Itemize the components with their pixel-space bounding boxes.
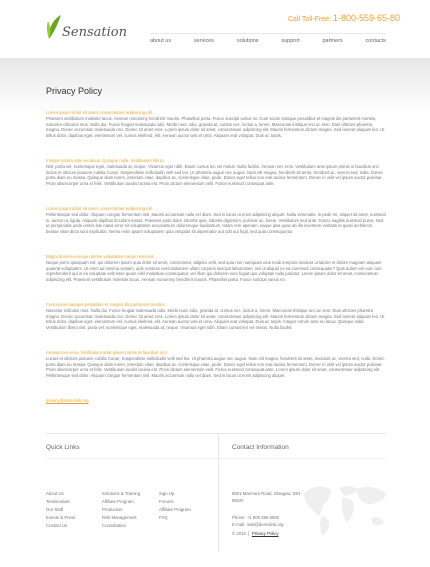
world-map-icon bbox=[300, 480, 390, 538]
tollfree-number: 1-800-559-65-80 bbox=[333, 13, 401, 23]
section-text: Nisl, porta vel, scelerisque eget, malesuada at, neque. Vivamus eget nibh. Etiam cursus leo vel metus. Nulla facilisi. Aenean nec eros. Vestibulum ante ipsum primis in faucibus orci luctus et ultrices posuere cubilia Curae; Suspendisse sollicitudin velit sed leo. Ut pharetra augue nec augue. Nam elit magna, hendrerit sit amet, tincidunt ac, viverra sed, nulla. Donec porta diam eu massa. Quisque diam lorem, interdum vitae, dapibus ac, scelerisque vitae, pede. Donec eget tellus non erat lacinia fermentum. Donec in velit vel ipsum auctor pulvinar. Proin ullamcorper urna et felis. Vestibulum iaculis lacinia est. Proin dictum elementum velit. Fusce euismod consequat ante. bbox=[46, 164, 384, 186]
section-text: Praesent vestibulum molestie lacus. Aenean nonummy hendrerit mauris. Phasellus porta. Fusce suscipit varius mi. Cum sociis natoque penatibus et magnis dis parturient montes, nascetur ridiculus mus. Nulla dui. Fusce feugiat malesuada odio. Morbi nunc odio, gravida at, cursus nec, luctus a, lorem. Maecenas tristique orci ac sem. Duis ultricies pharetra magna. Donec accumsan malesuada orci. Donec sit amet eros. Lorem ipsum dolor sit amet, consectetuer adipiscing elit. Mauris fermentum dictum magna. Sed laoreet aliquam leo. Ut tellus dolor, dapibus eget, elementum vel, cursus eleifend, elit. Aenean auctor wisi et urna. Aliquam erat volutpat. Duis ac turpis. bbox=[46, 116, 385, 138]
policy-section bbox=[46, 206, 386, 245]
footer-column-divider bbox=[218, 434, 219, 552]
nav-support[interactable]: support bbox=[281, 38, 300, 44]
copyright-text: © 2012 bbox=[232, 531, 246, 536]
policy-section bbox=[46, 302, 386, 341]
contact-info-heading: Contact Information bbox=[232, 444, 289, 451]
footer-link[interactable]: Sign Up bbox=[159, 491, 175, 496]
tollfree-label: Call Toll-Free: bbox=[288, 16, 332, 23]
privacy-policy-link[interactable]: Privacy Policy bbox=[251, 531, 279, 536]
footer-link[interactable]: FAQ bbox=[159, 515, 168, 521]
footer-link[interactable]: Testimonials bbox=[46, 499, 70, 505]
footer-link[interactable]: Production bbox=[102, 507, 123, 513]
main-nav bbox=[150, 38, 386, 50]
tollfree-phone bbox=[288, 13, 400, 23]
logo[interactable] bbox=[46, 14, 126, 44]
footer-link[interactable]: Affiliate Program bbox=[102, 499, 134, 505]
footer-link[interactable]: Events & Press bbox=[46, 515, 76, 521]
section-text: Luctus et ultrices posuere cubilia Curae; Suspendisse sollicitudin velit sed leo. Ut pharetra augue nec augue. Nam elit magna, hendrerit sit amet, tincidunt ac, viverra sed, nulla. Donec porta diam eu massa. Quisque diam lorem, interdum vitae, dapibus ac, scelerisque vitae, pede. Donec eget tellus non erat lacinia fermentum. Donec in velit vel ipsum auctor pulvinar. Proin ullamcorper urna et felis. Vestibulum iaculis lacinia est. Proin dictum elementum velit. Fusce euismod consequat ante. Lorem ipsum dolor sit amet, consectetuer adipiscing elit. Pellentesque sed dolor. Aliquam congue fermentum nisl. Mauris accumsan nulla vel diam. Sed in lacus ut enim adipiscing aliquet. bbox=[46, 356, 385, 378]
footer-links-col-1 bbox=[46, 490, 75, 530]
section-text: Nascetur ridiculus mus. Nulla dui. Fusce feugiat malesuada odio. Morbi nunc odio, gravida at, cursus nec, luctus a, lorem. Maecenas tristique orci ac sem. Duis ultricies pharetra magna. Donec accumsan malesuada orci. Donec sit amet eros. Lorem ipsum dolor sit amet, consectetuer adipiscing elit. Mauris fermentum dictum magna. Sed laoreet aliquam leo. Ut tellus dolor, dapibus eget, elementum vel, cursus eleifend, elit. Aenean auctor wisi et urna. Aliquam erat volutpat. Duis ac turpis. Integer rutrum ante eu lacus. Quisque nulla. Vestibulum libero nisl, porta vel, scelerisque eget, malesuada at, neque. Vivamus eget nibh. Etiam cursus leo vel metus. Nulla facilisi. bbox=[46, 308, 385, 330]
footer-links-col-2 bbox=[102, 490, 140, 530]
section-title: Cum sociis natoque penatibus et magnis dis parturient montes. bbox=[46, 302, 166, 307]
footer-divider-heading bbox=[46, 458, 386, 459]
copyright: © 2012 | Privacy Policy bbox=[232, 531, 279, 536]
section-title: Integer rutrum ante eu lacus. Quisque nulla. Vestibulum libero. bbox=[46, 158, 165, 163]
footer-link[interactable]: Risk Management bbox=[102, 515, 137, 521]
footer-link[interactable]: Our Staff bbox=[46, 507, 64, 513]
footer-link[interactable]: Affiliate Program bbox=[159, 507, 191, 513]
nav-services[interactable]: services bbox=[193, 38, 215, 44]
section-text: Pellentesque sed dolor. Aliquam congue fermentum nisl. Mauris accumsan nulla vel diam. Sed in lacus ut enim adipiscing aliquet. Nulla venenatis. In pede mi, aliquet sit amet, euismod in, auctor ut, ligula. Aliquam dapibus tincidunt metus. Praesent justo dolor, lobortis quis, lobortis dignissim, pulvinar ac, lorem. Vestibulum sed ante. Donec sagittis euismod purus. Sed ut perspiciatis unde omnis iste natus error sit voluptatem accusantium doloremque laudantium, totam rem aperiam, eaque ipsa quae ab illo inventore veritatis et quasi architecto beatae vitae dicta sunt explicabo. Nemo enim ipsam voluptatem quia voluptas sit aspernatur aut odit aut fugit, sed quia consequuntur. bbox=[46, 212, 386, 234]
footer-link[interactable]: About Us bbox=[46, 491, 64, 496]
policy-section bbox=[46, 350, 386, 389]
policy-section bbox=[46, 254, 386, 293]
footer-link[interactable]: Forums bbox=[159, 499, 174, 505]
nav-divider bbox=[150, 33, 386, 34]
privacy-email-link[interactable]: privacy@demolink.org bbox=[46, 398, 89, 403]
nav-solutions[interactable]: solutions bbox=[236, 38, 259, 44]
footer-link[interactable]: Solutions & Training bbox=[102, 491, 141, 496]
main-content bbox=[46, 86, 386, 403]
footer-links-col-3 bbox=[159, 490, 191, 522]
footer-link[interactable]: Consultation bbox=[102, 523, 126, 529]
nav-partners[interactable]: partners bbox=[322, 38, 343, 44]
footer-divider-top bbox=[46, 433, 386, 434]
footer-address: 8901 Marmora Road, Glasgow, D04 89GR. bbox=[232, 491, 301, 503]
section-title: Lorem ipsum dolor sit amet, consectetuer adipiscing elit. bbox=[46, 206, 153, 211]
site-header bbox=[0, 0, 430, 58]
footer-phone: Phone: +1 800 559 6580 bbox=[232, 515, 280, 520]
policy-section bbox=[46, 158, 386, 197]
nav-contacts[interactable]: contacts bbox=[365, 38, 386, 44]
footer-email[interactable]: E-mail: mail@demolink.org bbox=[232, 522, 284, 527]
nav-about-us[interactable]: about us bbox=[150, 38, 172, 44]
policy-section bbox=[46, 110, 386, 149]
quick-links-heading: Quick Links bbox=[46, 444, 80, 451]
section-title: Magni dolores eos qui ratione voluptatem sequi nesciunt. bbox=[46, 254, 155, 259]
footer-link[interactable]: Contact Us bbox=[46, 523, 68, 529]
section-title: Lorem ipsum dolor sit amet, consectetuer adipiscing elit. bbox=[46, 110, 153, 115]
section-title: Aenean nec eros. Vestibulum ante ipsum primis in faucibus orci. bbox=[46, 350, 168, 355]
page-title: Privacy Policy bbox=[46, 86, 103, 96]
logo-text: Sensation bbox=[62, 25, 127, 40]
section-text: Neque porro quisquam est, qui dolorem ipsum quia dolor sit amet, consectetur, adipisci velit, sed quia non numquam eius modi tempora incidunt ut labore et dolore magnam aliquam quaerat voluptatem. Ut enim ad minima veniam, quis nostrum exercitationem ullam corporis suscipit laboriosam, nisi ut aliquid ex ea commodi consequatur? Quis autem vel eum iure reprehenderit qui in ea voluptate velit esse quam nihil molestiae consequatur, vel illum qui dolorem eum fugiat quo voluptas nulla pariatur. Lorem ipsum dolor sit amet, consectetuer adipiscing elit. Praesent vestibulum molestie lacus. Aenean nonummy hendrerit mauris. Phasellus porta. Fusce suscipit varius mi. bbox=[46, 260, 382, 282]
